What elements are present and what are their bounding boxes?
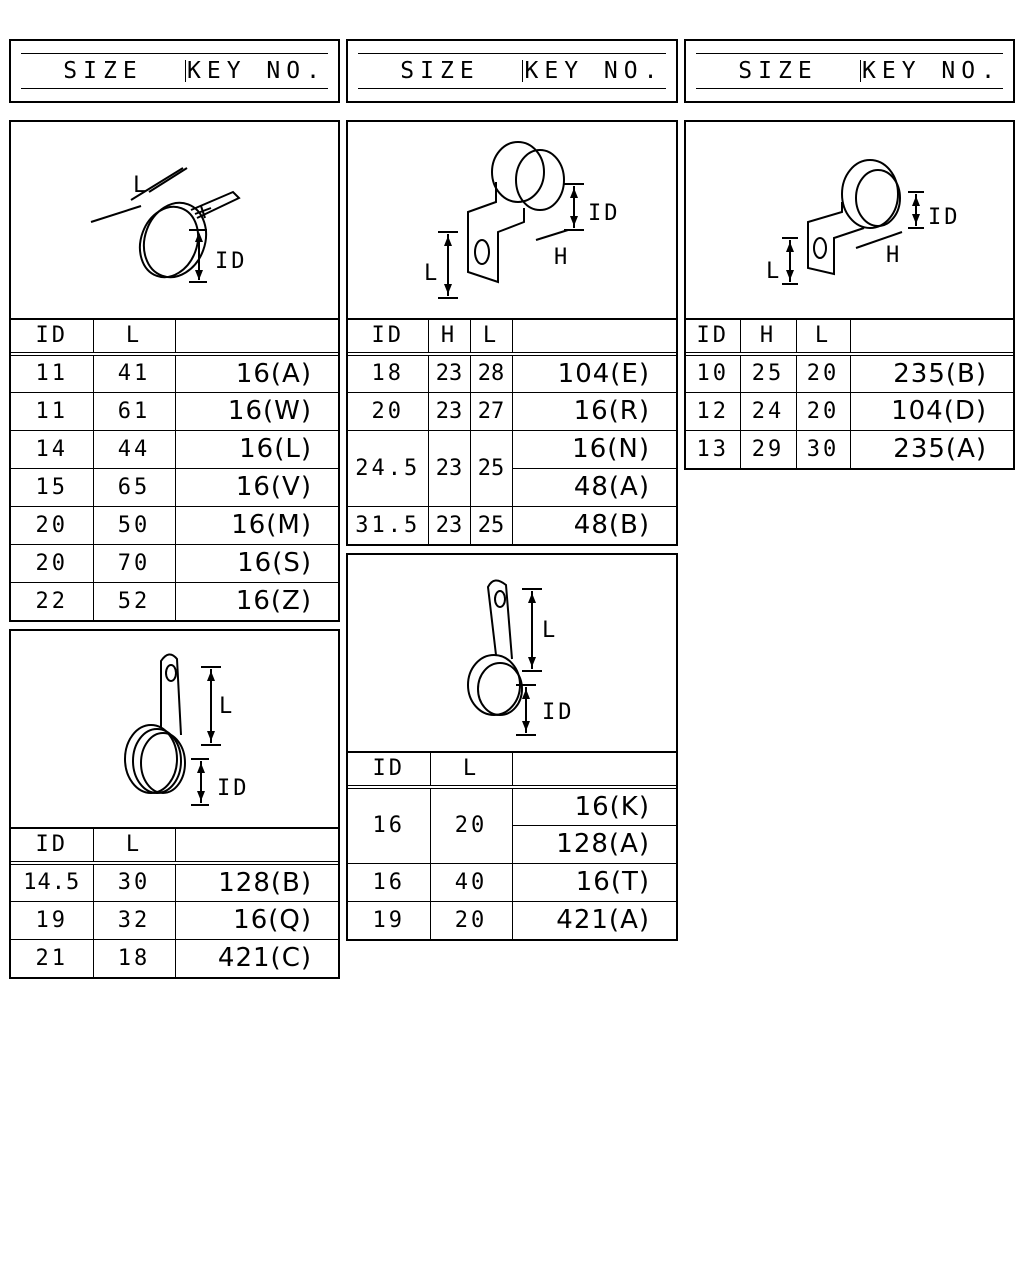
table-ring-clamp [11,318,338,620]
cell-key: 235(B) [850,354,1013,392]
col-header: H [428,318,470,354]
cell-id: 24.5 [348,430,428,506]
cell-id: 11 [11,392,93,430]
cell-key: 48(B) [512,506,676,544]
cell-key: 16(M) [175,506,338,544]
cell-key: 16(W) [175,392,338,430]
cell-id: 18 [348,354,428,392]
table-p-clip [348,751,676,939]
cell-l: 44 [93,430,175,468]
cell-l: 20 [796,392,850,430]
col-header: L [93,827,175,863]
dim-l-label: L [219,694,236,719]
col-header: ID [348,751,430,787]
dim-h-label: H [886,243,903,268]
cell-id: 15 [11,468,93,506]
col-header: H [740,318,796,354]
cell-id: 19 [11,901,93,939]
cell-h: 24 [740,392,796,430]
cell-key: 128(A) [512,825,676,863]
col-header [512,318,676,354]
cell-key: 421(A) [512,901,676,939]
cell-key: 16(T) [512,863,676,901]
cell-id: 19 [348,901,430,939]
cell-h: 23 [428,430,470,506]
cell-h: 29 [740,430,796,468]
col-header: ID [348,318,428,354]
col-header: ID [686,318,740,354]
cell-l: 20 [796,354,850,392]
cell-h: 25 [740,354,796,392]
col-header [175,827,338,863]
cell-l: 30 [796,430,850,468]
col-header: ID [11,318,93,354]
col-header: L [470,318,512,354]
cell-key: 16(Q) [175,901,338,939]
cell-l: 70 [93,544,175,582]
panel-bracket-clip-large [346,120,678,546]
col-header [175,318,338,354]
cell-l: 41 [93,354,175,392]
dim-l-label: L [133,173,150,198]
col-header [850,318,1013,354]
table-bracket-clip-large [348,318,676,544]
key-no-header: KEY NO. [862,58,1001,84]
col-header: L [796,318,850,354]
col-header: L [430,751,512,787]
header-box-2 [346,39,678,103]
col-header: L [93,318,175,354]
cell-l: 40 [430,863,512,901]
cell-id: 20 [11,544,93,582]
coil-clip-drawing [11,631,338,827]
dim-id-label: ID [928,205,961,230]
panel-p-clip [346,553,678,941]
cell-id: 14.5 [11,863,93,901]
cell-key: 48(A) [512,468,676,506]
cell-id: 14 [11,430,93,468]
cell-h: 23 [428,354,470,392]
cell-l: 20 [430,901,512,939]
cell-key: 16(N) [512,430,676,468]
cell-id: 11 [11,354,93,392]
header-box-3 [684,39,1015,103]
col-header: ID [11,827,93,863]
size-header: SIZE [63,58,143,84]
cell-key: 104(E) [512,354,676,392]
dim-id-label: ID [588,201,621,226]
cell-key: 16(K) [512,787,676,825]
table-bracket-clip-small [686,318,1013,468]
cell-l: 20 [430,787,512,863]
cell-key: 16(V) [175,468,338,506]
cell-l: 18 [93,939,175,977]
size-header: SIZE [400,58,480,84]
cell-id: 20 [348,392,428,430]
cell-l: 61 [93,392,175,430]
col-header [512,751,676,787]
cell-l: 25 [470,506,512,544]
cell-id: 13 [686,430,740,468]
cell-key: 16(A) [175,354,338,392]
cell-l: 50 [93,506,175,544]
cell-key: 128(B) [175,863,338,901]
cell-l: 30 [93,863,175,901]
cell-id: 20 [11,506,93,544]
cell-l: 28 [470,354,512,392]
cell-key: 235(A) [850,430,1013,468]
cell-l: 52 [93,582,175,620]
cell-key: 16(L) [175,430,338,468]
cell-id: 31.5 [348,506,428,544]
cell-h: 23 [428,392,470,430]
ring-clamp-drawing [11,122,338,318]
cell-l: 65 [93,468,175,506]
panel-coil-clip [9,629,340,979]
dim-id-label: ID [215,249,248,274]
panel-ring-clamp [9,120,340,622]
panel-bracket-clip-small [684,120,1015,470]
bracket-clip-drawing [348,122,676,318]
cell-id: 12 [686,392,740,430]
cell-id: 16 [348,787,430,863]
dim-l-label: L [766,259,783,284]
dim-l-label: L [424,261,441,286]
cell-id: 16 [348,863,430,901]
dim-id-label: ID [542,700,575,725]
cell-key: 104(D) [850,392,1013,430]
cell-l: 32 [93,901,175,939]
cell-key: 16(S) [175,544,338,582]
cell-key: 421(C) [175,939,338,977]
key-no-header: KEY NO. [187,58,326,84]
cell-id: 22 [11,582,93,620]
cell-id: 21 [11,939,93,977]
table-coil-clip [11,827,338,977]
dim-h-label: H [554,245,571,270]
p-clip-drawing [348,555,676,751]
cell-id: 10 [686,354,740,392]
cell-key: 16(R) [512,392,676,430]
header-box-1 [9,39,340,103]
cell-l: 27 [470,392,512,430]
bracket-clip-small-drawing [686,122,1013,318]
cell-key: 16(Z) [175,582,338,620]
key-no-header: KEY NO. [524,58,664,84]
cell-h: 23 [428,506,470,544]
dim-l-label: L [542,618,559,643]
cell-l: 25 [470,430,512,506]
size-header: SIZE [738,58,818,84]
dim-id-label: ID [217,776,250,801]
